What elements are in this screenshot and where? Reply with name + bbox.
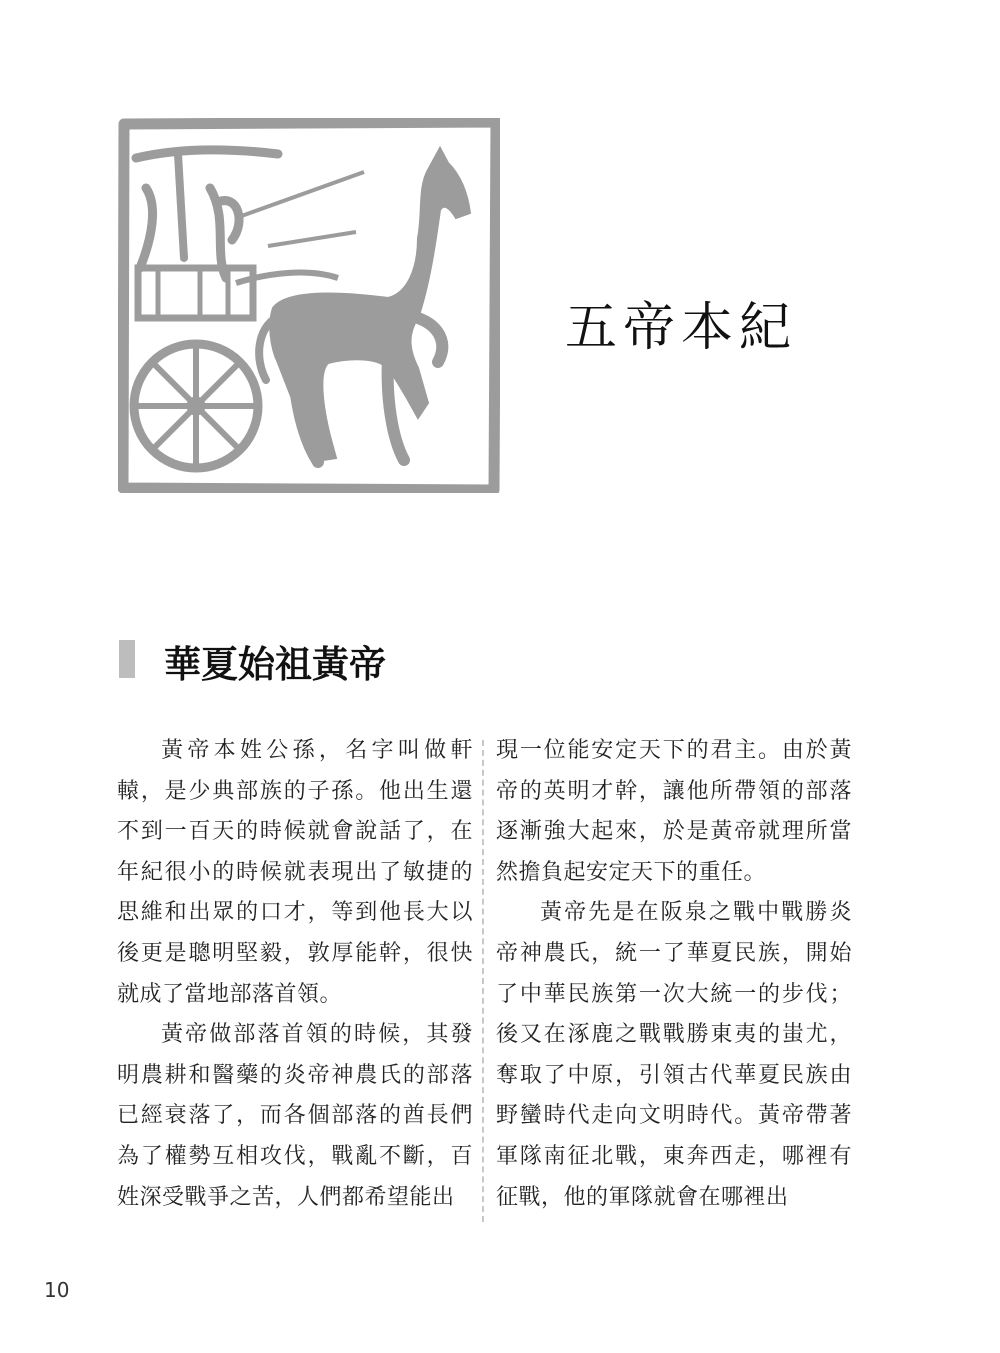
left-text-column: [117, 731, 473, 1218]
column-divider: [482, 740, 484, 1222]
chapter-title: 五帝本紀: [565, 298, 798, 358]
chariot-seal-image: [118, 118, 500, 493]
page-number: 10: [44, 1278, 70, 1302]
section-title: 華夏始祖黃帝: [164, 643, 386, 686]
right-text-column: [496, 731, 852, 1218]
paragraph: 黃帝先是在阪泉之戰中戰勝炎帝神農氏，統一了華夏民族，開始了中華民族第一次大統一的步伐；後又在涿鹿之戰戰勝東夷的蚩尤，奪取了中原，引領古代華夏民族由野蠻時代走向文明時代。黃帝帶著軍隊南征北戰，東奔西走，哪裡有征戰，他的軍隊就會在哪裡出: [496, 900, 852, 1210]
paragraph-continued: 現一位能安定天下的君主。由於黃帝的英明才幹，讓他所帶領的部落逐漸強大起來，於是黃帝就理所當然擔負起安定天下的重任。: [496, 738, 852, 885]
paragraph: 黃帝本姓公孫，名字叫做軒轅，是少典部族的子孫。他出生還不到一百天的時候就會說話了，在年紀很小的時候就表現出了敏捷的思維和出眾的口才，等到他長大以後更是聰明堅毅，敦厚能幹，很快就成了當地部落首領。: [117, 738, 473, 1007]
section-marker-bar: [119, 640, 135, 678]
paragraph: 黃帝做部落首領的時候，其發明農耕和醫藥的炎帝神農氏的部落已經衰落了，而各個部落的酋長們為了權勢互相攻伐，戰亂不斷，百姓深受戰爭之苦，人們都希望能出: [117, 1022, 473, 1210]
